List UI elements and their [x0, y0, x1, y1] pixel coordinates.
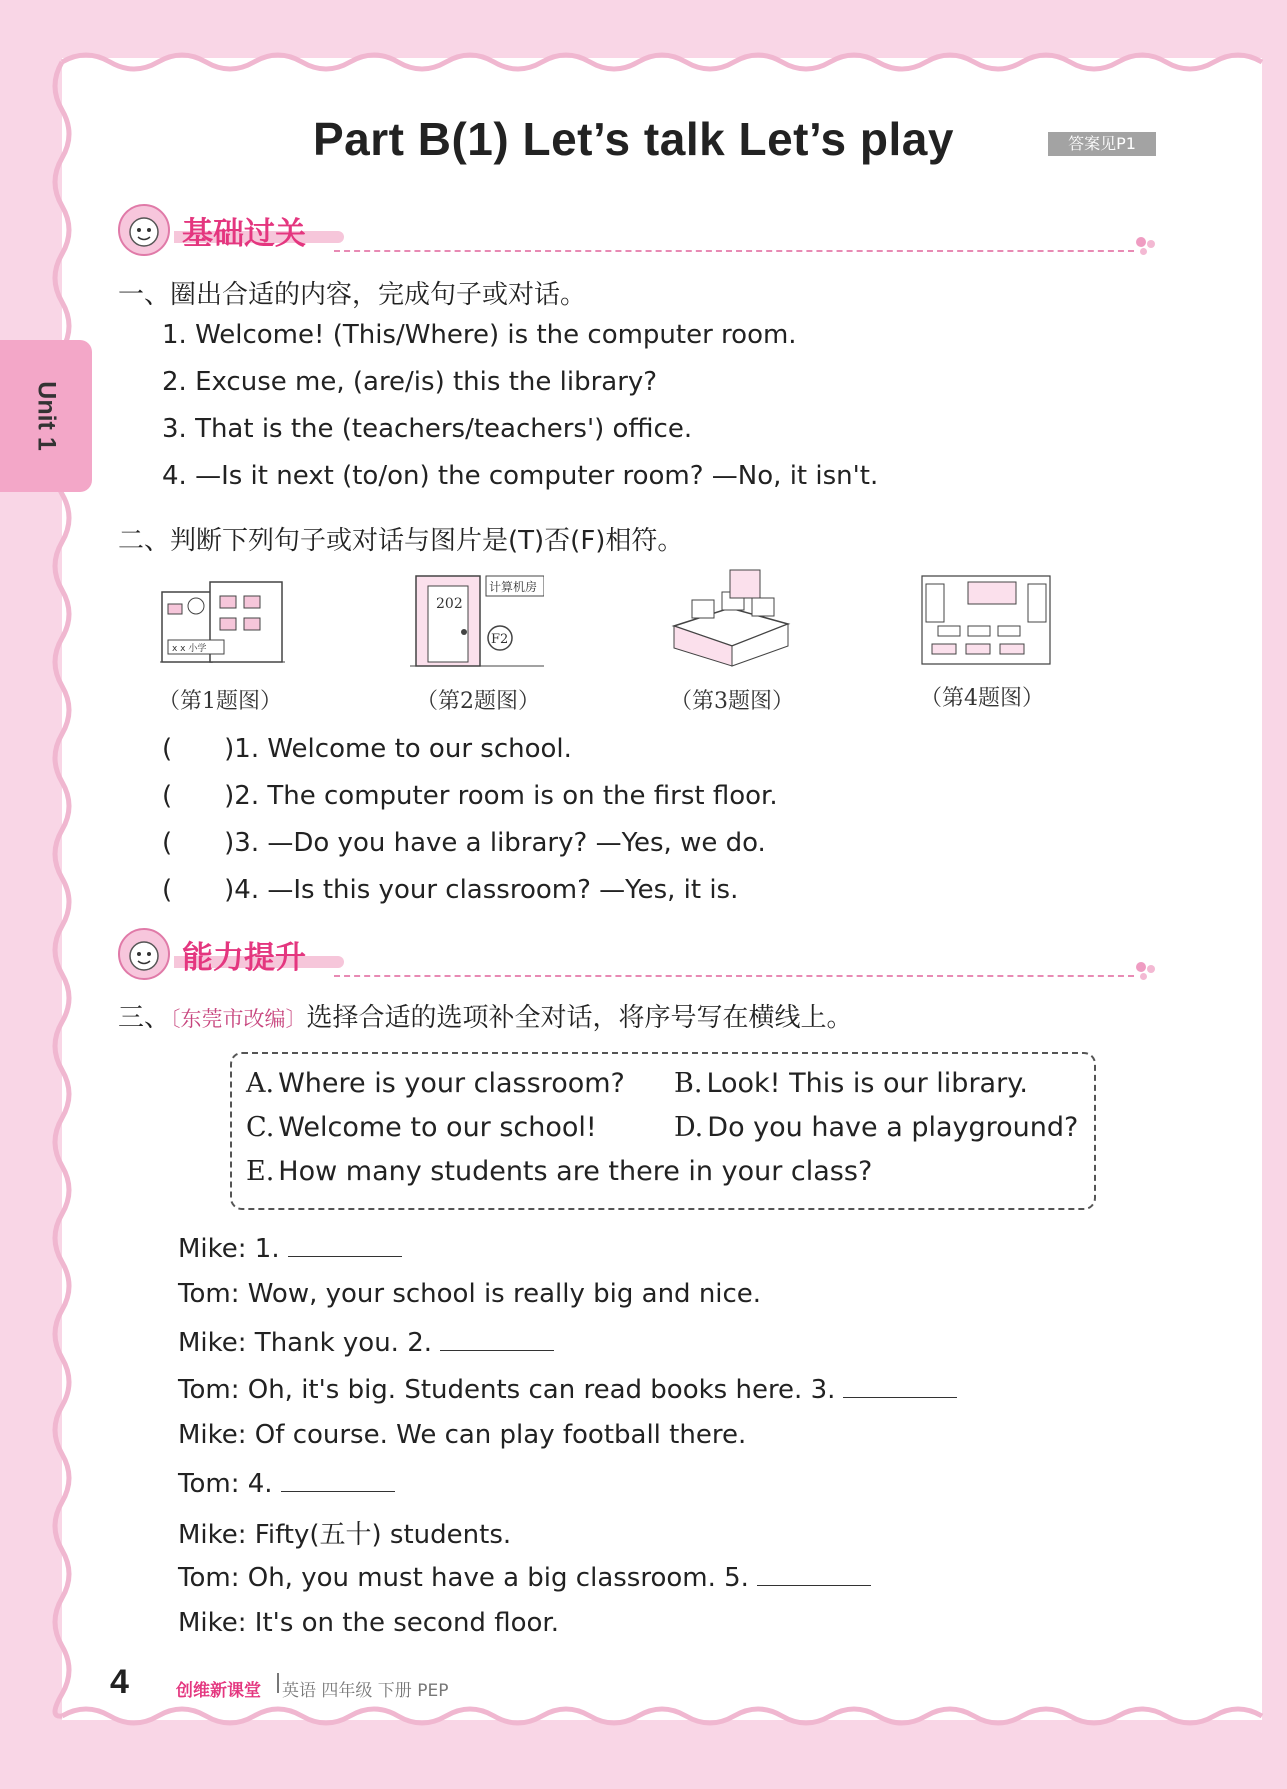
dialogue-text: Tom: Oh, it's big. Students can read books here. 3.: [178, 1375, 836, 1405]
dialogue-line-7: Mike: Fifty(五十) students.: [178, 1520, 512, 1550]
dialogue-text: Tom: 4.: [178, 1469, 273, 1499]
section-heading-advanced: 能力提升: [182, 940, 306, 976]
footer-brand: 创维新课堂: [176, 1681, 261, 1701]
dialogue-line-3: [178, 1326, 554, 1358]
picture-4-caption: （第4题图）: [920, 686, 1044, 711]
dialogue-line-9: Mike: It's on the second floor.: [178, 1608, 559, 1638]
dialogue-line-2: Tom: Wow, your school is really big and nice.: [178, 1279, 762, 1309]
q1-instruction: 一、圈出合适的内容，完成句子或对话。: [118, 280, 587, 310]
answer-blank-2[interactable]: [440, 1326, 554, 1351]
decor-dot: [1147, 240, 1155, 248]
option-text: How many students are there in your class?: [278, 1156, 873, 1187]
q2-item-text: 2. The computer room is on the first floor.: [234, 781, 778, 811]
dialogue-line-5: Mike: Of course. We can play football there.: [178, 1420, 747, 1450]
footer-separator: [277, 1673, 279, 1693]
section-divider: [334, 250, 1134, 252]
dialogue-text: Tom: Oh, you must have a big classroom. 5.: [178, 1563, 749, 1593]
answer-paren[interactable]: ( ): [162, 781, 235, 811]
option-e: [246, 1156, 872, 1187]
dialogue-line-8: [178, 1561, 871, 1593]
dialogue-text: Mike: 1.: [178, 1234, 280, 1264]
answer-blank-1[interactable]: [288, 1232, 402, 1257]
option-c: [246, 1112, 597, 1143]
decor-dot: [1136, 962, 1146, 972]
door-number: 202: [436, 596, 463, 612]
answer-blank-3[interactable]: [843, 1373, 957, 1398]
q1-item-2: 2. Excuse me, (are/is) this the library?: [162, 367, 658, 397]
page-title: Part B(1) Let’s talk Let’s play: [313, 113, 954, 165]
school-sign-text: x x 小学: [172, 644, 207, 654]
answer-paren[interactable]: ( ): [162, 828, 235, 858]
option-letter: B.: [674, 1068, 703, 1099]
q2-item-text: 4. —Is this your classroom? —Yes, it is.: [234, 875, 739, 905]
option-letter: C.: [246, 1112, 275, 1143]
answer-paren[interactable]: ( ): [162, 875, 235, 905]
section-heading-basic: 基础过关: [182, 216, 306, 252]
cartoon-kid-icon: [116, 926, 174, 982]
q3-instruction-line: [118, 997, 853, 1034]
q1-item-4: 4. —Is it next (to/on) the computer room? —No, it isn't.: [162, 461, 879, 491]
q2-item-3: [162, 822, 766, 859]
q3-instruction: 选择合适的选项补全对话，将序号写在横线上。: [306, 1003, 853, 1033]
source-tag: 〔东莞市改编〕: [170, 1007, 307, 1031]
q2-item-text: 3. —Do you have a library? —Yes, we do.: [234, 828, 766, 858]
option-b: [674, 1068, 1028, 1099]
picture-3-caption: （第3题图）: [670, 689, 794, 714]
q3-prefix: 三、: [118, 1003, 171, 1033]
option-text: Welcome to our school!: [278, 1112, 597, 1143]
picture-2-caption: （第2题图）: [416, 689, 540, 714]
q2-item-text: 1. Welcome to our school.: [234, 734, 572, 764]
dialogue-line-6: [178, 1467, 395, 1499]
floor-sign-text: F2: [491, 632, 509, 647]
option-a: [246, 1068, 625, 1099]
q1-item-1: 1. Welcome! (This/Where) is the computer room.: [162, 320, 797, 350]
q2-item-1: [162, 728, 572, 765]
option-letter: E.: [246, 1156, 275, 1187]
computer-desks-picture: [670, 568, 794, 668]
q1-item-3: 3. That is the (teachers/teachers') office.: [162, 414, 693, 444]
footer-info: 英语 四年级 下册 PEP: [282, 1681, 449, 1701]
option-d: [674, 1112, 1078, 1143]
option-text: Where is your classroom?: [278, 1068, 625, 1099]
option-text: Look! This is our library.: [706, 1068, 1028, 1099]
decor-dot: [1136, 237, 1146, 247]
q2-instruction: 二、判断下列句子或对话与图片是(T)否(F)相符。: [118, 526, 684, 556]
option-letter: A.: [246, 1068, 275, 1099]
answer-blank-4[interactable]: [281, 1467, 395, 1492]
answer-blank-5[interactable]: [757, 1561, 871, 1586]
q2-item-2: [162, 775, 778, 812]
cartoon-kid-icon: [116, 202, 174, 258]
school-building-picture: [160, 574, 285, 666]
option-text: Do you have a playground?: [707, 1112, 1079, 1143]
room-sign-text: 计算机房: [489, 580, 538, 594]
answer-paren[interactable]: ( ): [162, 734, 235, 764]
q2-item-4: [162, 869, 738, 906]
dialogue-text: Mike: Thank you. 2.: [178, 1328, 433, 1358]
dialogue-line-4: [178, 1373, 957, 1405]
decor-dot: [1140, 973, 1147, 980]
unit-tab-label: Unit 1: [32, 381, 61, 451]
page-number: 4: [110, 1663, 129, 1701]
decor-dot: [1147, 965, 1155, 973]
classroom-picture: [920, 572, 1052, 668]
section-divider: [334, 975, 1134, 977]
dialogue-line-1: [178, 1232, 402, 1264]
computer-room-door-picture: [410, 572, 544, 668]
decor-dot: [1140, 248, 1147, 255]
option-letter: D.: [674, 1112, 704, 1143]
answer-reference-badge: 答案见P1: [1048, 132, 1156, 156]
picture-1-caption: （第1题图）: [158, 689, 282, 714]
